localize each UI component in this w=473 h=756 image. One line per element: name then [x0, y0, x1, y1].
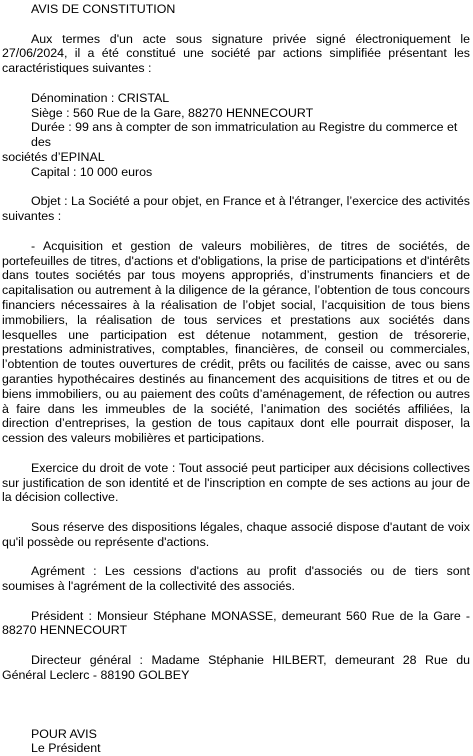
signature-role: Le Président [31, 741, 101, 756]
notice-title: AVIS DE CONSTITUTION [31, 2, 176, 16]
objet-detail-paragraph: - Acquisition et gestion de valeurs mobilières, de titres de sociétés, de portefeuilles de titres, d'actions et d'obligations, la prise de participations et d'intérêts dans toutes sociétés par tous moyens appropriés, d’instruments financiers et de capitalisation ou autrement à la diligence de la gérance, l’obtention de tous concours financiers nécessaires à la réalisation de l’objet social, l’acquisition de tous biens immobiliers, la réalisation de tous services et prestations aux sociétés dans lesquelles une participation est détenue notamment, gestion de trésorerie, prestations administratives, comptables, financières, de conseil ou commerciales, l’obtention de toutes ouvertures de crédit, prêts ou facilités de caisse, avec ou sans garanties hypothécaires destinés au financement des acquisitions de titres et ou de biens immobiliers, ou au paiement des coûts d’aménagement, de réfection ou autres à faire dans les immeubles de la société, l’animation des sociétés affiliées, la direction d’entreprises, la gestion de tous capitaux dont elle pourrait disposer, la cession des valeurs mobilières et participations. [2, 238, 470, 446]
spacer [2, 180, 470, 195]
spacer [2, 76, 470, 91]
spacer [2, 17, 470, 32]
spacer [2, 505, 470, 520]
voix-paragraph: Sous réserve des dispositions légales, chaque associé dispose d'autant de voix qu'il possède ou représente d'actions. [2, 519, 470, 549]
spacer [2, 549, 470, 564]
agrement-paragraph: Agrément : Les cessions d'actions au profit d'associés ou de tiers sont soumises à l'agrément de la collectivité des associés. [2, 564, 470, 594]
capital-block [2, 165, 470, 180]
company-details [2, 91, 470, 121]
duree-block [2, 120, 470, 164]
duree-line: Durée : 99 ans à compter de son immatriculation au Registre du commerce et des [31, 120, 458, 150]
intro-paragraph: Aux termes d'un acte sous signature privée signé électroniquement le 27/06/2024, il a été constitué une société par actions simplifiée présentant les caractéristiques suivantes : [2, 31, 470, 76]
spacer [2, 638, 470, 653]
duree-line-continued: sociétés d’EPINAL [2, 149, 105, 164]
president-paragraph: Président : Monsieur Stéphane MONASSE, demeurant 560 Rue de la Gare - 88270 HENNECOURT [2, 608, 470, 638]
capital-line: Capital : 10 000 euros [31, 164, 153, 179]
siege-line: Siège : 560 Rue de la Gare, 88270 HENNECOURT [31, 105, 314, 120]
spacer [2, 446, 470, 461]
denomination-line: Dénomination : CRISTAL [31, 90, 170, 105]
spacer [2, 224, 470, 239]
vote-paragraph: Exercice du droit de vote : Tout associé peut participer aux décisions collectives sur justification de son identité et de l'inscription en compte de ses actions au jour de la décision collective. [2, 460, 470, 505]
signature-pour-avis: POUR AVIS [31, 726, 97, 741]
spacer [2, 683, 470, 727]
objet-intro-paragraph: Objet : La Société a pour objet, en France et à l'étranger, l’exercice des activités suivantes : [2, 194, 470, 224]
signature-block [2, 727, 470, 756]
spacer [2, 594, 470, 609]
directeur-paragraph: Directeur général : Madame Stéphanie HILBERT, demeurant 28 Rue du Général Leclerc - 88190 GOLBEY [2, 653, 470, 682]
